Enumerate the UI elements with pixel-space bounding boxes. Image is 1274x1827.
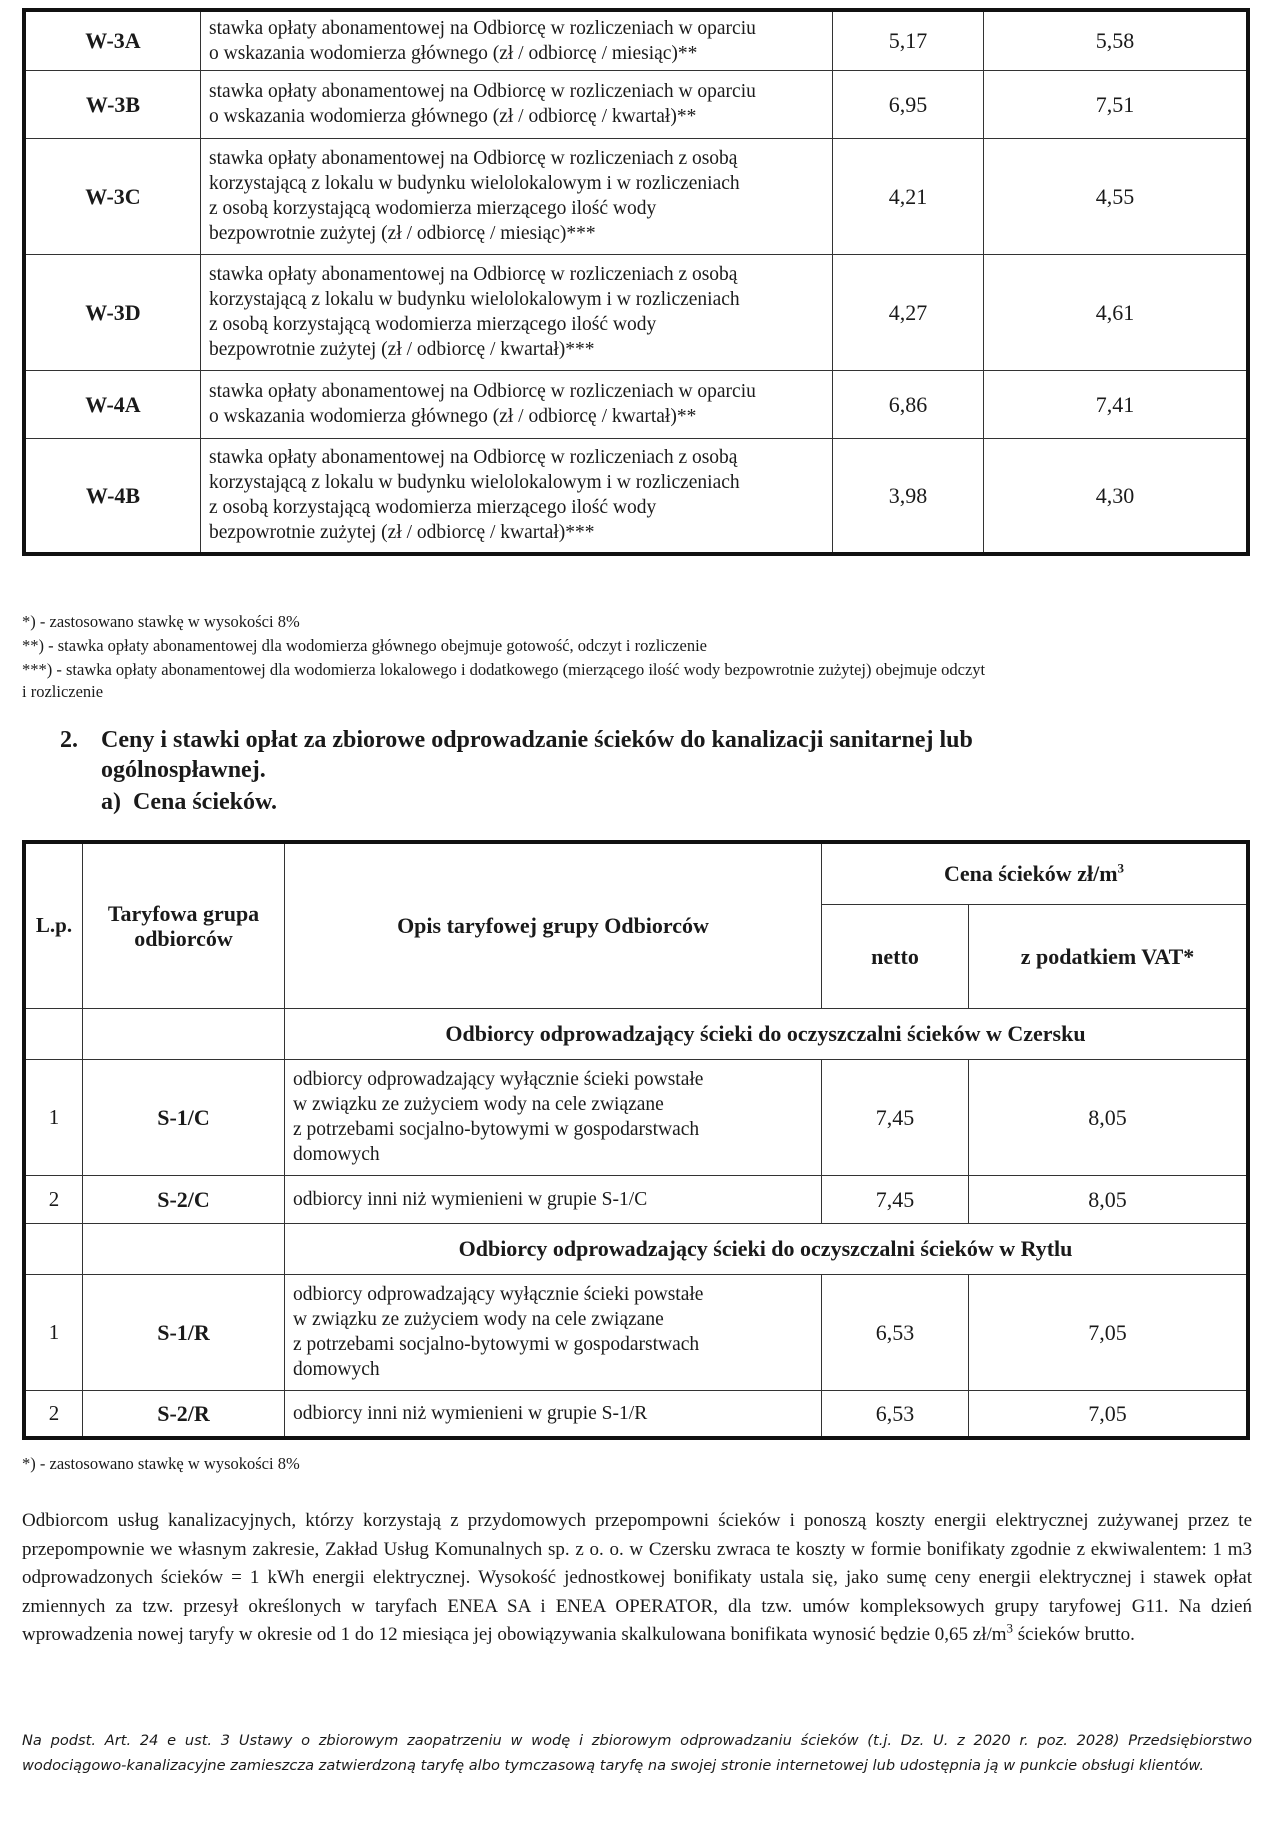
header-price: Cena ścieków $zł/m^3$ bbox=[822, 842, 1249, 904]
tariff-description: stawka opłaty abonamentowej na Odbiorcę w rozliczeniach z osobą korzystającą z lokalu w budynku wielolokalowym i w rozliczeniach z osobą korzystającą wodomierza mierzącego ilość wody bezpowrotnie zużytej (zł / odbiorcę / kwartał)*** bbox=[201, 438, 833, 554]
table-row bbox=[24, 254, 1248, 370]
empty-cell bbox=[83, 1008, 285, 1059]
empty-cell bbox=[24, 1008, 83, 1059]
price-netto: 6,53 bbox=[822, 1274, 969, 1390]
empty-cell bbox=[83, 1223, 285, 1274]
table-row bbox=[24, 1059, 1248, 1175]
price-vat: 7,51 bbox=[984, 70, 1249, 138]
header-lp: L.p. bbox=[24, 842, 83, 1008]
tariff-code: S-2/R bbox=[83, 1390, 285, 1438]
bonus-paragraph: Odbiorcom usług kanalizacyjnych, którzy korzystają z przydomowych przepompowni ścieków i ponoszą koszty energii elektrycznej zużywanej przez te przepompownie we własnym zakresie, Zakład Usług Komunalnych sp. z o. o. w Czersku zwraca te koszty w formie bonifikaty zgodnie z ekwiwalentem: 1 m3 odprowadzonych ścieków = 1 kWh energii elektrycznej. Wysokość jednostkowej bonifikaty ustala się, jako sumę ceny energii elektrycznej i stawek opłat zmiennych za tzw. przesył określonych w taryfach ENEA SA i ENEA OPERATOR, dla tzw. umów kompleksowych grupy taryfowej G11. Na dzień wprowadzenia nowej taryfy w okresie od 1 do 12 miesiąca jej obowiązywania skalkulowana bonifikata wynosić będzie 0,65 $zł/m^3$ ścieków brutto. bbox=[22, 1510, 1252, 1645]
footnote-main-meter: **) - stawka opłaty abonamentowej dla wodomierza głównego obejmuje gotowość, odczyt i rozliczenie bbox=[22, 636, 707, 655]
section-number: 2. bbox=[60, 727, 78, 753]
tariff-code: W-3C bbox=[24, 138, 201, 254]
table-row bbox=[24, 370, 1248, 438]
table-row bbox=[24, 438, 1248, 554]
price-vat: 8,05 bbox=[969, 1059, 1249, 1175]
price-vat: 7,05 bbox=[969, 1390, 1249, 1438]
group-heading: Odbiorcy odprowadzający ścieki do oczyszczalni ścieków w Rytlu bbox=[285, 1223, 1249, 1274]
tariff-description: odbiorcy inni niż wymienieni w grupie S-1/R bbox=[285, 1390, 822, 1438]
header-tariff-group: Taryfowa grupa odbiorców bbox=[83, 842, 285, 1008]
price-netto: 7,45 bbox=[822, 1175, 969, 1223]
tariff-description: stawka opłaty abonamentowej na Odbiorcę w rozliczeniach w oparciu o wskazania wodomierza głównego (zł / odbiorcę / miesiąc)** bbox=[201, 10, 833, 70]
tariff-code: W-3D bbox=[24, 254, 201, 370]
table-row bbox=[24, 1274, 1248, 1390]
footnote-vat: *) - zastosowano stawkę w wysokości 8% bbox=[22, 612, 300, 631]
group-row-czersk bbox=[24, 1008, 1248, 1059]
tariff-description: stawka opłaty abonamentowej na Odbiorcę w rozliczeniach z osobą korzystającą z lokalu w budynku wielolokalowym i w rozliczeniach z osobą korzystającą wodomierza mierzącego ilość wody bezpowrotnie zużytej (zł / odbiorcę / miesiąc)*** bbox=[201, 138, 833, 254]
header-description: Opis taryfowej grupy Odbiorców bbox=[285, 842, 822, 1008]
price-vat: 4,61 bbox=[984, 254, 1249, 370]
tariff-code: W-4A bbox=[24, 370, 201, 438]
price-netto: 3,98 bbox=[833, 438, 984, 554]
table-row bbox=[24, 10, 1248, 70]
price-vat: 7,41 bbox=[984, 370, 1249, 438]
price-vat: 8,05 bbox=[969, 1175, 1249, 1223]
section-title: Ceny i stawki opłat za zbiorowe odprowadzanie ścieków do kanalizacji sanitarnej lub ogólnospławnej. bbox=[101, 727, 973, 783]
row-number: 1 bbox=[24, 1274, 83, 1390]
subscription-fee-table bbox=[22, 8, 1250, 556]
group-heading: Odbiorcy odprowadzający ścieki do oczyszczalni ścieków w Czersku bbox=[285, 1008, 1249, 1059]
table-row bbox=[24, 1175, 1248, 1223]
sewage-price-table bbox=[22, 840, 1250, 1440]
price-netto: 6,95 bbox=[833, 70, 984, 138]
price-vat: 7,05 bbox=[969, 1274, 1249, 1390]
price-netto: 6,86 bbox=[833, 370, 984, 438]
price-netto: 6,53 bbox=[822, 1390, 969, 1438]
header-netto: netto bbox=[822, 904, 969, 1008]
empty-cell bbox=[24, 1223, 83, 1274]
table-row bbox=[24, 70, 1248, 138]
price-netto: 4,27 bbox=[833, 254, 984, 370]
price-netto: 4,21 bbox=[833, 138, 984, 254]
tariff-code: W-4B bbox=[24, 438, 201, 554]
group-row-rytel bbox=[24, 1223, 1248, 1274]
tariff-description: odbiorcy odprowadzający wyłącznie ścieki powstałe w związku ze zużyciem wody na cele związane z potrzebami socjalno-bytowymi w gospodarstwach domowych bbox=[285, 1274, 822, 1390]
tariff-code: S-2/C bbox=[83, 1175, 285, 1223]
subsection-title: a) Cena ścieków. bbox=[101, 789, 277, 815]
table-row bbox=[24, 138, 1248, 254]
price-vat: 4,30 bbox=[984, 438, 1249, 554]
tariff-description: stawka opłaty abonamentowej na Odbiorcę w rozliczeniach w oparciu o wskazania wodomierza głównego (zł / odbiorcę / kwartał)** bbox=[201, 70, 833, 138]
tariff-code: W-3A bbox=[24, 10, 201, 70]
tariff-description: odbiorcy inni niż wymienieni w grupie S-1/C bbox=[285, 1175, 822, 1223]
tariff-code: S-1/C bbox=[83, 1059, 285, 1175]
table-row bbox=[24, 1390, 1248, 1438]
tariff-code: W-3B bbox=[24, 70, 201, 138]
price-netto: 5,17 bbox=[833, 10, 984, 70]
footnote-vat-2: *) - zastosowano stawkę w wysokości 8% bbox=[22, 1454, 300, 1473]
price-netto: 7,45 bbox=[822, 1059, 969, 1175]
tariff-description: stawka opłaty abonamentowej na Odbiorcę w rozliczeniach z osobą korzystającą z lokalu w budynku wielolokalowym i w rozliczeniach z osobą korzystającą wodomierza mierzącego ilość wody bezpowrotnie zużytej (zł / odbiorcę / kwartał)*** bbox=[201, 254, 833, 370]
price-vat: 4,55 bbox=[984, 138, 1249, 254]
tariff-description: stawka opłaty abonamentowej na Odbiorcę w rozliczeniach w oparciu o wskazania wodomierza głównego (zł / odbiorcę / kwartał)** bbox=[201, 370, 833, 438]
price-vat: 5,58 bbox=[984, 10, 1249, 70]
tariff-code: S-1/R bbox=[83, 1274, 285, 1390]
row-number: 2 bbox=[24, 1390, 83, 1438]
legal-note: Na podst. Art. 24 e ust. 3 Ustawy o zbiorowym zaopatrzeniu w wodę i zbiorowym odprowadzaniu ścieków (t.j. Dz. U. z 2020 r. poz. 2028) Przedsiębiorstwo wodociągowo-kanalizacyjne zamieszcza zatwierdzoną taryfę albo tymczasową taryfę na swojej stronie internetowej lub udostępnia ją w punkcie obsługi klientów. bbox=[22, 1732, 1252, 1774]
row-number: 2 bbox=[24, 1175, 83, 1223]
tariff-description: odbiorcy odprowadzający wyłącznie ścieki powstałe w związku ze zużyciem wody na cele związane z potrzebami socjalno-bytowymi w gospodarstwach domowych bbox=[285, 1059, 822, 1175]
footnote-local-meter: ***) - stawka opłaty abonamentowej dla wodomierza lokalowego i dodatkowego (mierzącego ilość wody bezpowrotnie zużytej) obejmuje odczyt i rozliczenie bbox=[22, 660, 986, 701]
row-number: 1 bbox=[24, 1059, 83, 1175]
header-vat: z podatkiem VAT* bbox=[969, 904, 1249, 1008]
